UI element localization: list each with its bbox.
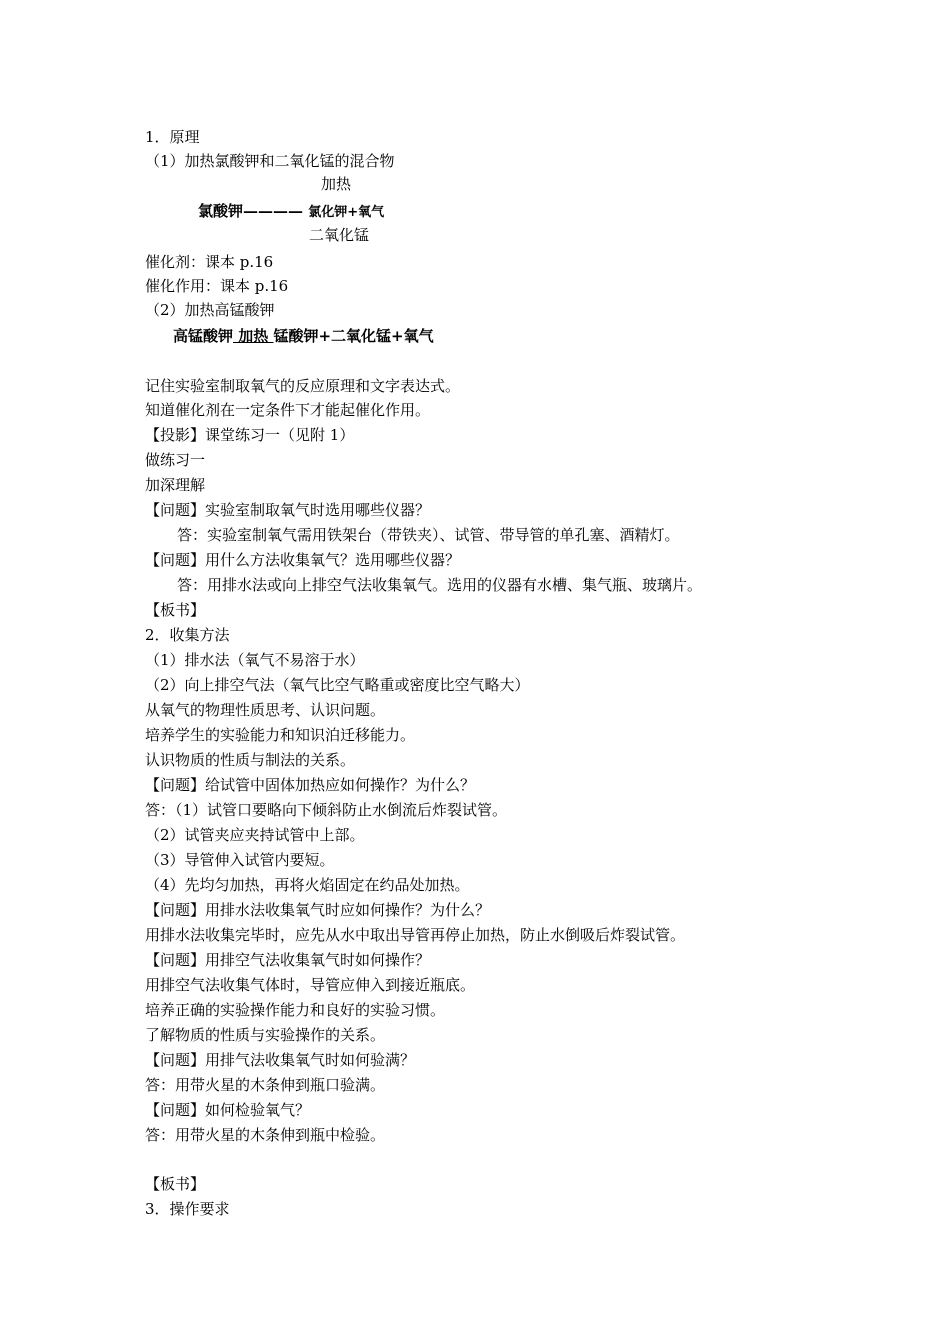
equation-2 <box>173 326 434 346</box>
equation-1 <box>198 201 384 223</box>
goal-line: 记住实验室制取氧气的反应原理和文字表达式。 <box>145 377 461 395</box>
deepen-understanding: 加深理解 <box>145 476 206 494</box>
section-1-heading: 1．原理 <box>145 128 200 146</box>
answer-1: 答：实验室制氧气需用铁架台（带铁夹）、试管、带导管的单孔塞、酒精灯。 <box>177 526 680 544</box>
goal-line: 培养正确的实验操作能力和良好的实验习惯。 <box>145 1001 446 1019</box>
board-note: 【板书】 <box>145 601 206 619</box>
equation-2-reactant: 高锰酸钾 <box>173 327 234 345</box>
question-5: 【问题】用排空气法收集氧气时如何操作？ <box>145 951 431 969</box>
answer-6: 答：用带火星的木条伸到瓶口验满。 <box>145 1076 386 1094</box>
answer-5: 用排空气法收集气体时，导管应伸入到接近瓶底。 <box>145 976 476 994</box>
goal-line: 了解物质的性质与实验操作的关系。 <box>145 1026 386 1044</box>
answer-2: 答：用排水法或向上排空气法收集氧气。选用的仪器有水槽、集气瓶、玻璃片。 <box>177 576 703 594</box>
equation-2-condition: 加热 <box>233 327 274 345</box>
section-3-heading: 3．操作要求 <box>145 1200 230 1218</box>
equation-1-condition-top: 加热 <box>321 175 352 193</box>
goal-line: 认识物质的性质与制法的关系。 <box>145 751 356 769</box>
section-2-item-2: （2）向上排空气法（氧气比空气略重或密度比空气略大） <box>145 676 530 694</box>
catalyst-note: 催化剂：课本 p.16 <box>145 253 274 271</box>
answer-3-line-2: （2）试管夹应夹持试管中上部。 <box>145 826 365 844</box>
goal-line: 从氧气的物理性质思考、认识问题。 <box>145 701 386 719</box>
question-3: 【问题】给试管中固体加热应如何操作？为什么？ <box>145 776 476 794</box>
goal-line: 培养学生的实验能力和知识泊迁移能力。 <box>145 726 416 744</box>
question-7: 【问题】如何检验氧气？ <box>145 1101 311 1119</box>
section-2-heading: 2．收集方法 <box>145 626 230 644</box>
answer-3-line-4: （4）先均匀加热，再将火焰固定在约品处加热。 <box>145 876 470 894</box>
answer-4: 用排水法收集完毕时，应先从水中取出导管再停止加热，防止水倒吸后炸裂试管。 <box>145 926 686 944</box>
equation-1-products: 氯化钾+氧气 <box>308 205 385 220</box>
catalysis-note: 催化作用：课本 p.16 <box>145 277 289 295</box>
section-1-item-2: （2）加热高锰酸钾 <box>145 301 275 319</box>
goal-line: 知道催化剂在一定条件下才能起催化作用。 <box>145 401 431 419</box>
section-1-item-1: （1）加热氯酸钾和二氧化锰的混合物 <box>145 152 395 170</box>
section-2-item-1: （1）排水法（氧气不易溶于水） <box>145 651 365 669</box>
do-exercise: 做练习一 <box>145 451 206 469</box>
board-note: 【板书】 <box>145 1175 206 1193</box>
answer-7: 答：用带火星的木条伸到瓶中检验。 <box>145 1126 386 1144</box>
question-1: 【问题】实验室制取氧气时选用哪些仪器？ <box>145 501 431 519</box>
question-2: 【问题】用什么方法收集氧气？选用哪些仪器？ <box>145 551 461 569</box>
question-4: 【问题】用排水法收集氧气时应如何操作？为什么？ <box>145 901 491 919</box>
equation-1-reactant: 氯酸钾———— <box>198 202 309 220</box>
equation-2-products: 锰酸钾+二氧化锰+氧气 <box>273 327 434 345</box>
answer-3-line-1: 答：（1）试管口要略向下倾斜防止水倒流后炸裂试管。 <box>145 801 508 819</box>
question-6: 【问题】用排气法收集氧气时如何验满？ <box>145 1051 416 1069</box>
projection-note: 【投影】课堂练习一（见附 1） <box>145 426 355 444</box>
answer-3-line-3: （3）导管伸入试管内要短。 <box>145 851 335 869</box>
equation-1-condition-bottom: 二氧化锰 <box>309 226 370 244</box>
